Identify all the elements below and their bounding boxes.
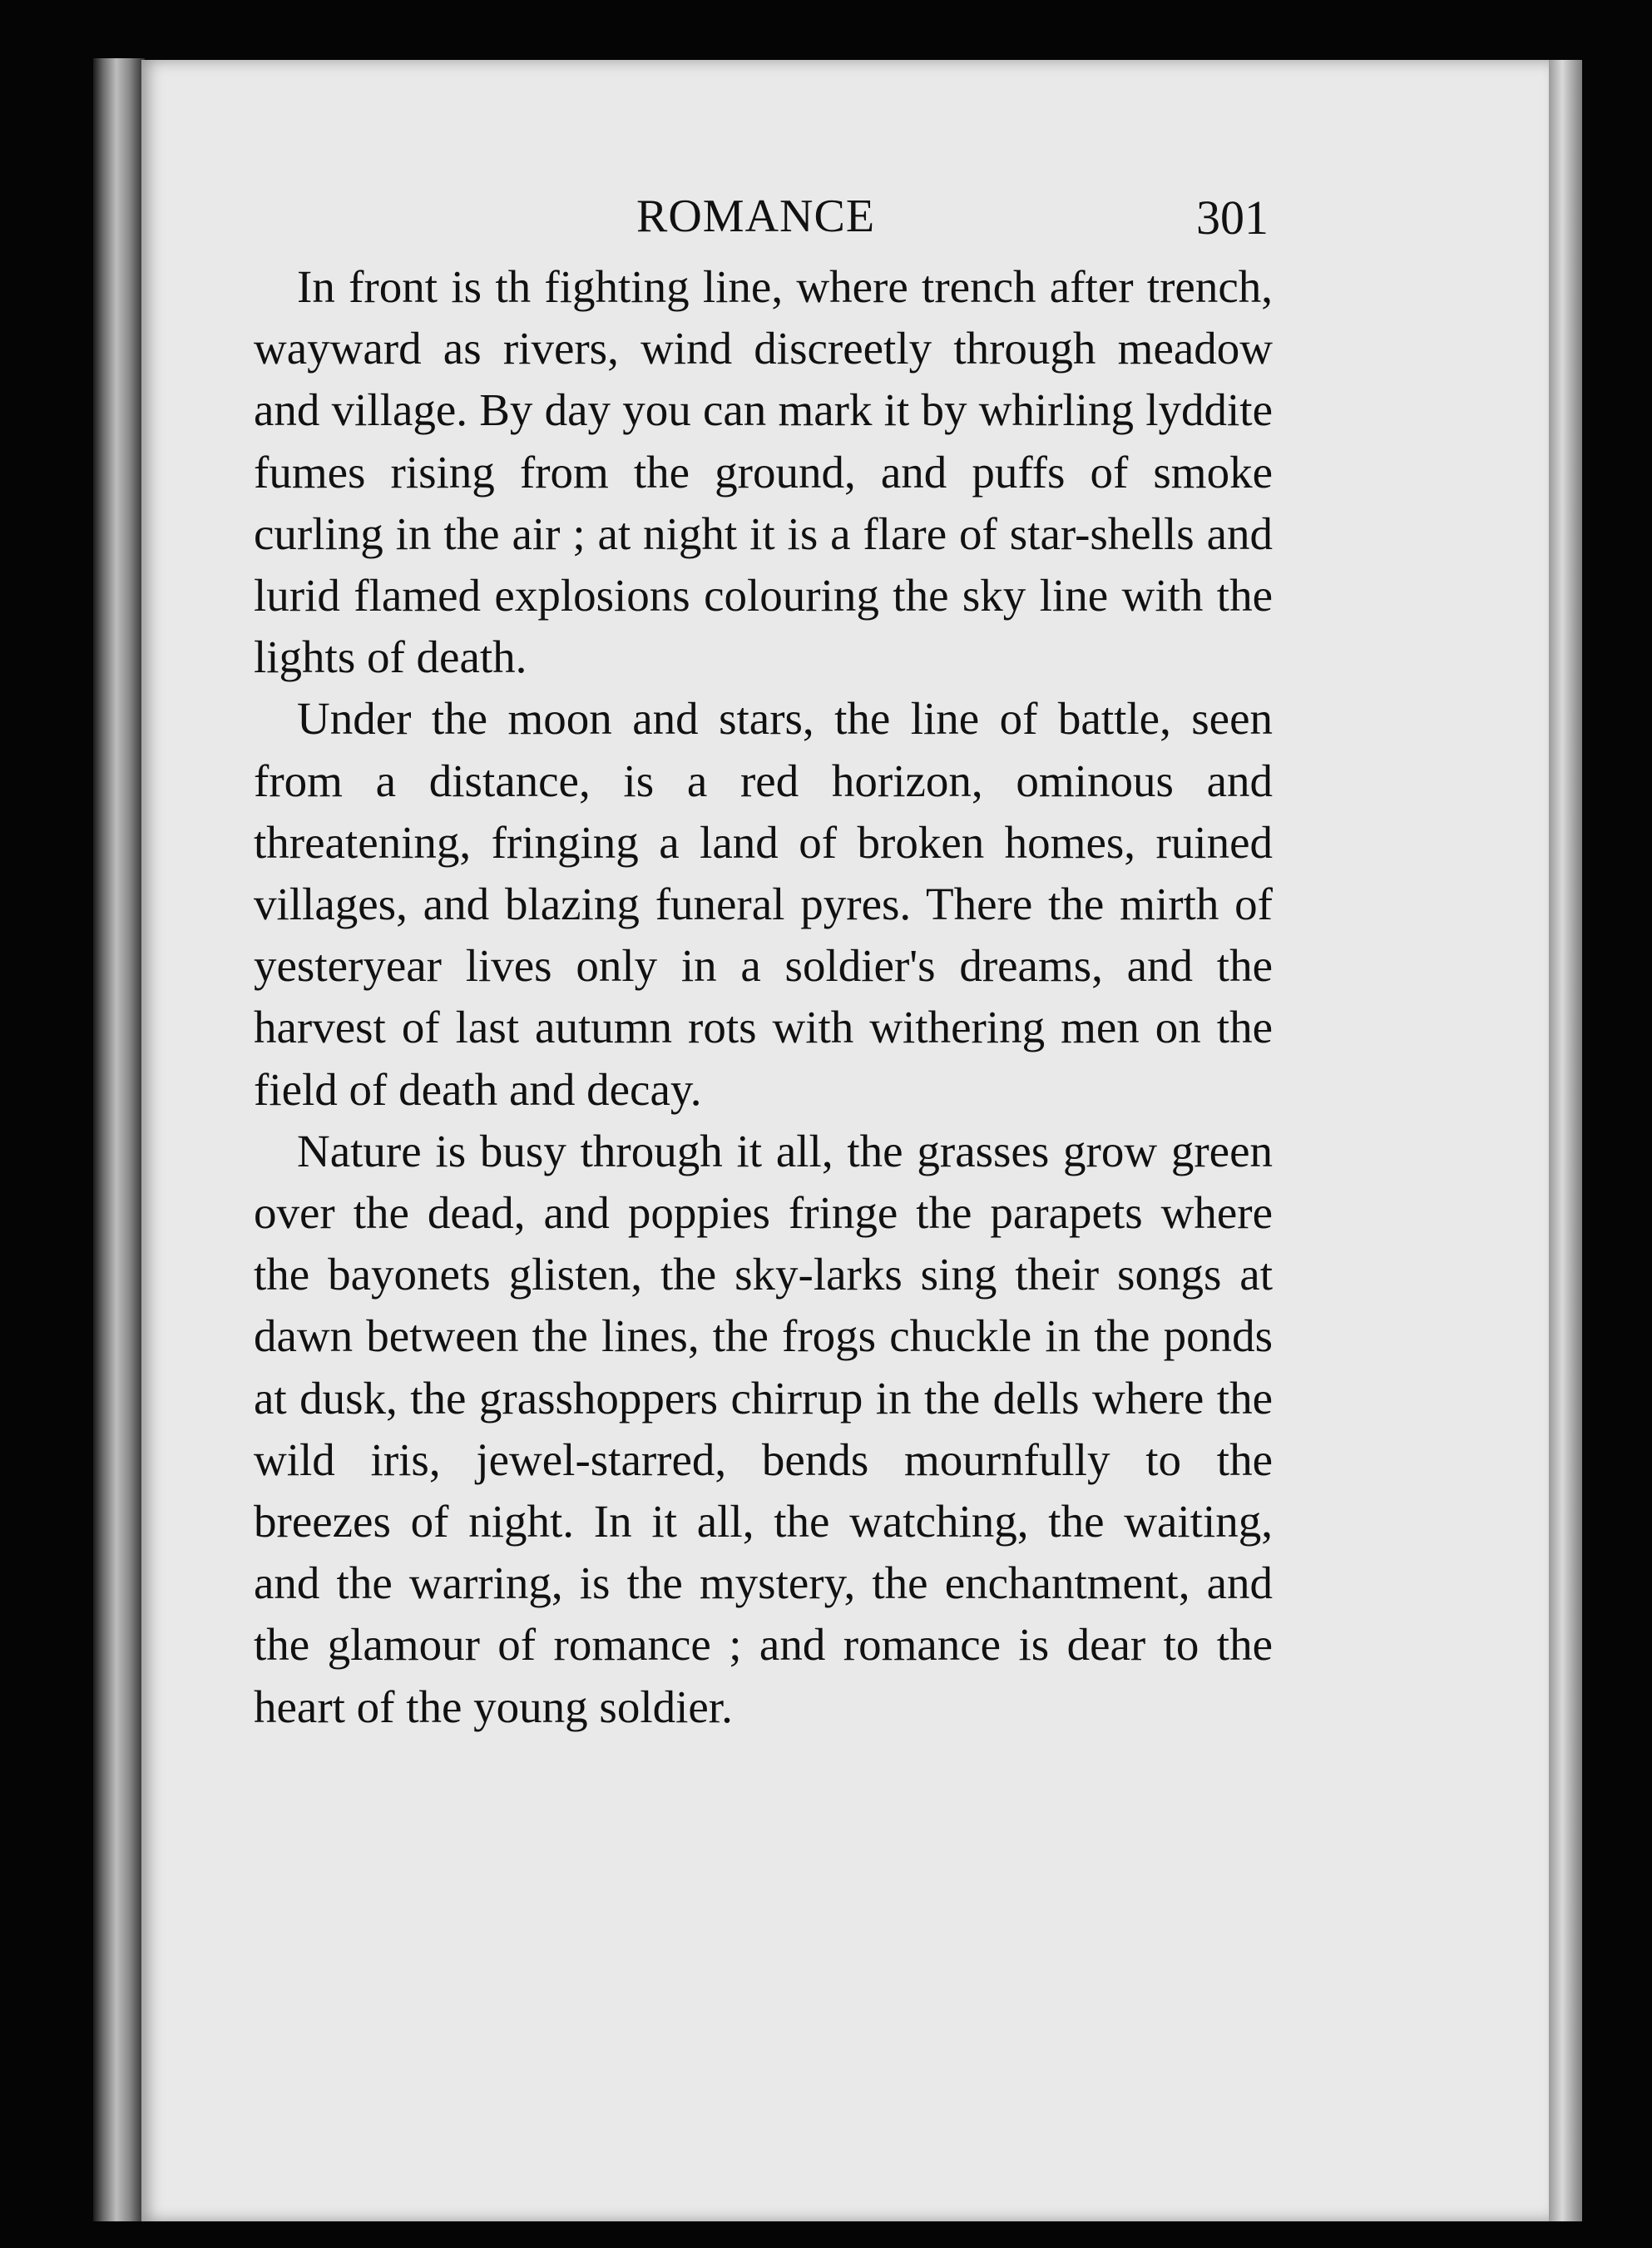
- running-title: ROMANCE: [636, 191, 876, 242]
- running-head: [254, 190, 1269, 248]
- paragraph-1: In front is th fighting line, where trench after trench, wayward as rivers, wind discreetly through meadow and village. By day you can mark it by whirling lyddite fumes rising from the ground, and puffs of smoke curling in the air ; at night it is a flare of star-shells and lurid flamed explosions colouring the sky line with the lights of death.: [254, 261, 1273, 683]
- paragraph-3: Nature is busy through it all, the grasses grow green over the dead, and poppies fringe the parapets where the bayonets glisten, the sky-larks sing their songs at dawn between the lines, the frogs chuckle in the ponds at dusk, the grasshoppers chirrup in the dells where the wild iris, jewel-starred, bends mournfully to the breezes of night. In it all, the watching, the waiting, and the warring, is the mystery, the enchantment, and the glamour of romance ; and romance is dear to the heart of the young soldier.: [254, 1125, 1273, 1732]
- right-page-edge: [1549, 60, 1582, 2221]
- left-page-edge: [93, 58, 145, 2221]
- page-number: 301: [1196, 191, 1269, 245]
- paragraph-2: Under the moon and stars, the line of battle, seen from a distance, is a red horizon, ominous and threatening, fringing a land of broken homes, ruined villages, and blazing funeral pyres. There the mirth of yesteryear lives only in a soldier's dreams, and the harvest of last autumn rots with withering men on the field of death and decay.: [254, 693, 1273, 1115]
- body-text: [254, 256, 1273, 1738]
